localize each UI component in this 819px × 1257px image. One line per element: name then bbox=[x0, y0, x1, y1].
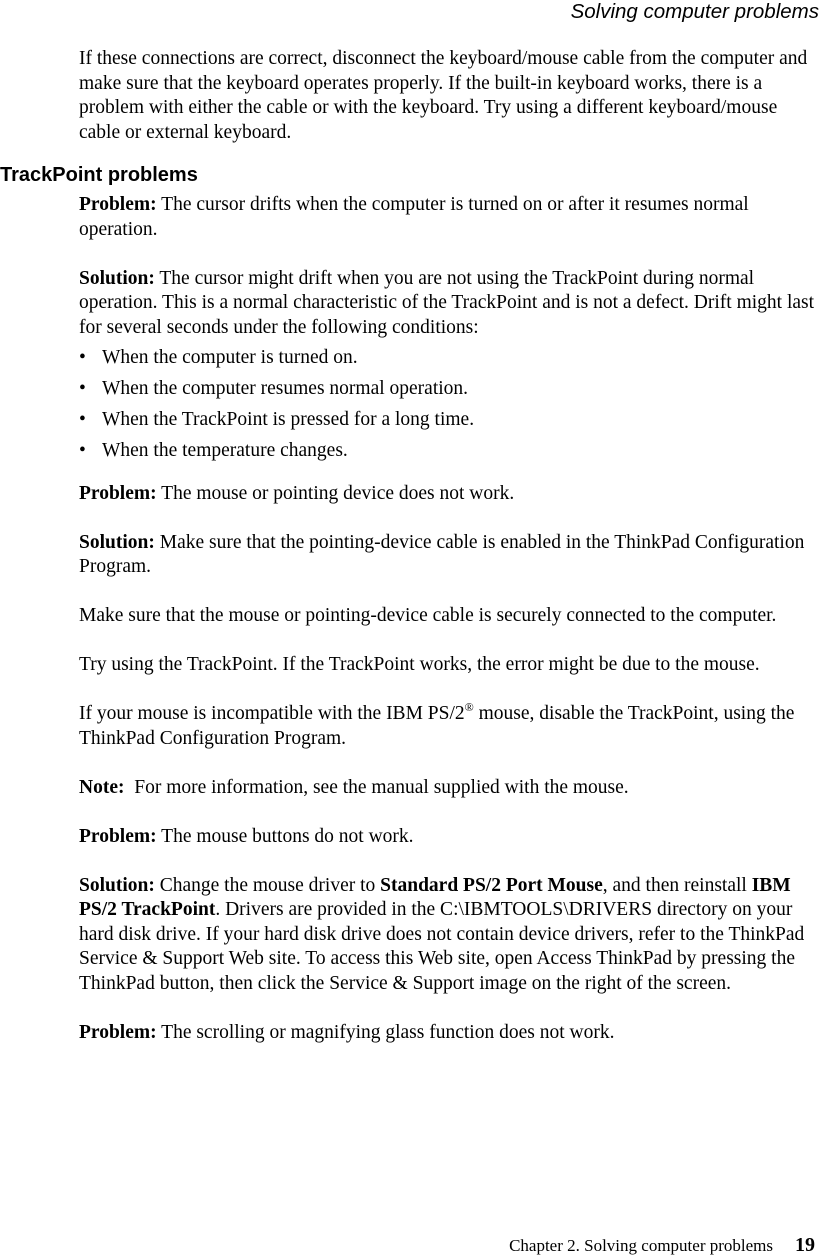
solution-text: Make sure that the pointing-device cable is enabled in the ThinkPad Configuration Program. bbox=[79, 531, 805, 577]
problem-block-cursor-drift bbox=[79, 193, 819, 464]
solution-paragraph: Make sure that the mouse or pointing-device cable is securely connected to the computer. bbox=[79, 605, 777, 626]
intro-paragraph: If these connections are correct, disconnect the keyboard/mouse cable from the computer and make sure that the keyboard operates properly. If the built-in keyboard works, there is a problem with either the cable or with the keyboard. Try using a different keyboard/mouse cable or external keyboard. bbox=[79, 48, 808, 143]
problem-block-mouse-not-working bbox=[79, 482, 819, 801]
registered-mark: ® bbox=[464, 700, 474, 714]
problem-label: Problem: bbox=[79, 1021, 157, 1043]
problem-statement bbox=[79, 1021, 819, 1046]
problem-statement bbox=[79, 825, 819, 850]
problem-text: The scrolling or magnifying glass function does not work. bbox=[161, 1021, 615, 1043]
bullet-icon: • bbox=[79, 347, 86, 368]
section-heading: TrackPoint problems bbox=[0, 164, 198, 186]
problem-label: Problem: bbox=[79, 482, 157, 504]
page-content bbox=[79, 47, 819, 1045]
solution-statement bbox=[79, 267, 819, 341]
footer-chapter: Chapter 2. Solving computer problems bbox=[509, 1236, 773, 1255]
solution-label: Solution: bbox=[79, 531, 155, 553]
bullet-icon: • bbox=[79, 378, 86, 399]
list-item: • When the TrackPoint is pressed for a long time. bbox=[79, 408, 819, 433]
solution-text: The cursor might drift when you are not using the TrackPoint during normal operation. This is a normal characteristic of the TrackPoint and is not a defect. Drift might last for several seconds under the following conditions: bbox=[79, 267, 815, 338]
problem-block-mouse-buttons bbox=[79, 825, 819, 997]
running-header: Solving computer problems bbox=[570, 0, 819, 23]
problem-text: The mouse buttons do not work. bbox=[161, 825, 414, 847]
driver-name: Standard PS/2 Port Mouse bbox=[380, 874, 603, 896]
note-label: Note: bbox=[79, 776, 125, 798]
page-number: 19 bbox=[795, 1234, 815, 1256]
list-item: • When the temperature changes. bbox=[79, 439, 819, 464]
solution-paragraph: Try using the TrackPoint. If the TrackPoint works, the error might be due to the mouse. bbox=[79, 654, 760, 675]
solution-statement bbox=[79, 531, 819, 580]
solution-paragraph: If your mouse is incompatible with the IBM PS/2® mouse, disable the TrackPoint, using the ThinkPad Configuration Program. bbox=[79, 700, 795, 749]
page-footer bbox=[509, 1234, 815, 1257]
problem-statement bbox=[79, 482, 819, 507]
problem-label: Problem: bbox=[79, 825, 157, 847]
note bbox=[79, 776, 819, 801]
problem-text: The cursor drifts when the computer is turned on or after it resumes normal operation. bbox=[79, 194, 749, 240]
solution-label: Solution: bbox=[79, 874, 155, 896]
list-item: • When the computer is turned on. bbox=[79, 346, 819, 371]
reinstall-name: IBM PS/2 TrackPoint bbox=[79, 874, 791, 920]
list-item: • When the computer resumes normal operation. bbox=[79, 377, 819, 402]
problem-block-scrolling bbox=[79, 1021, 819, 1046]
bullet-icon: • bbox=[79, 440, 86, 461]
problem-label: Problem: bbox=[79, 194, 157, 215]
solution-label: Solution: bbox=[79, 267, 155, 289]
note-text: For more information, see the manual supplied with the mouse. bbox=[134, 776, 629, 798]
bullet-icon: • bbox=[79, 409, 86, 430]
problem-text: The mouse or pointing device does not work. bbox=[161, 482, 515, 504]
problem-statement bbox=[79, 193, 819, 242]
solution-statement: Solution: Change the mouse driver to Standard PS/2 Port Mouse, and then reinstall IBM PS/2 TrackPoint. Drivers are provided in the C:\IBMTOOLS\DRIVERS directory on your hard disk drive. If your hard disk drive does not contain device drivers, refer to the ThinkPad Service & Support Web site. To access this Web site, open Access ThinkPad by pressing the ThinkPad button, then click the Service & Support image on the right of the screen. bbox=[79, 874, 805, 994]
conditions-list bbox=[79, 346, 819, 464]
